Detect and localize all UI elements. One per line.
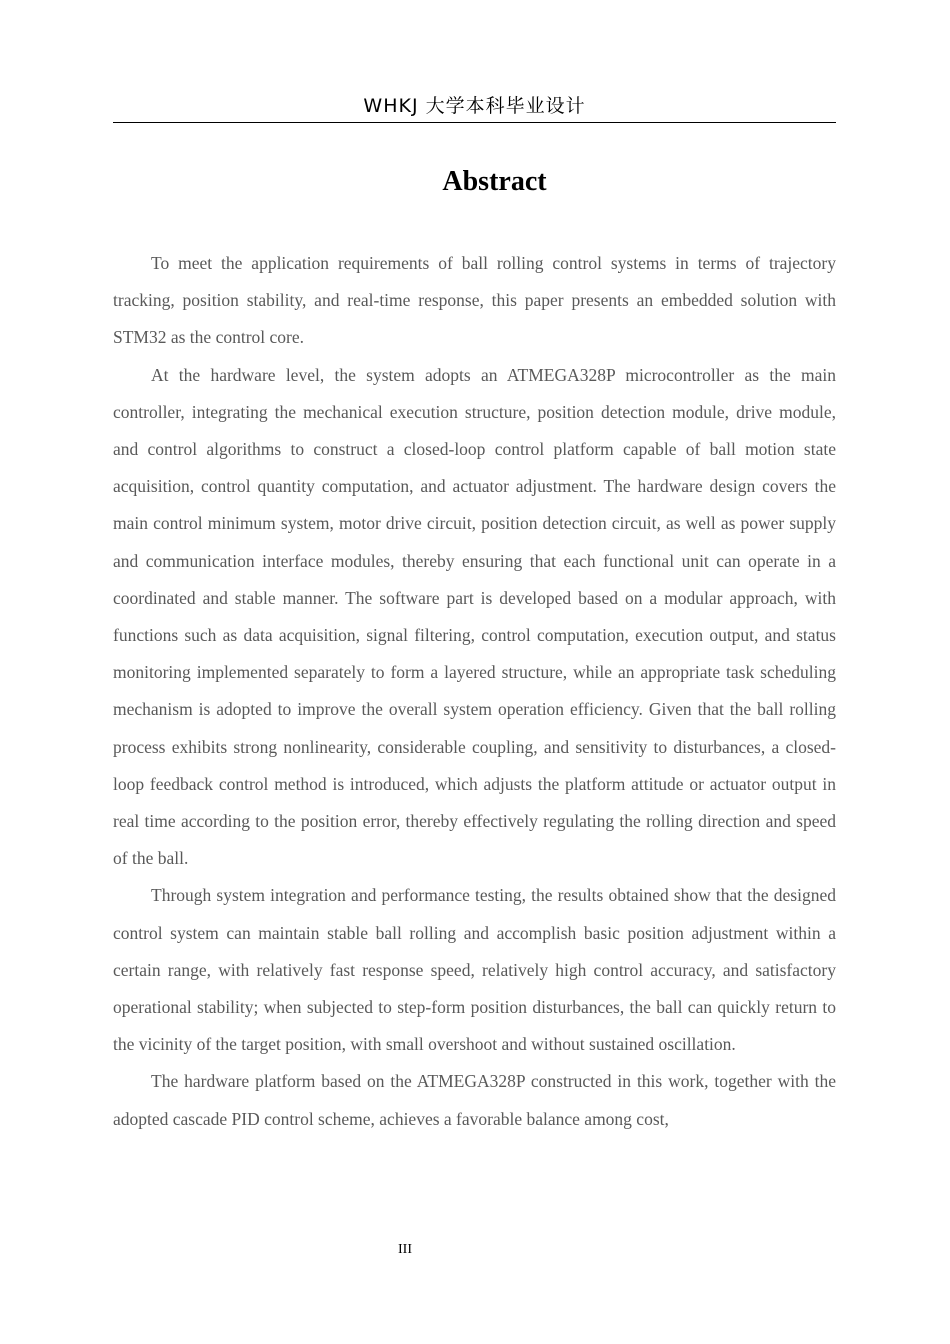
paragraph-4: The hardware platform based on the ATMEGA328P constructed in this work, together with the adopted cascade PID control scheme, achieves a favorable balance among cost, [113,1071,836,1129]
page-number: III [398,1242,412,1257]
paragraph-2: At the hardware level, the system adopts an ATMEGA328P microcontroller as the main controller, integrating the mechanical execution structure, position detection module, drive module, and control algorithms to construct a closed-loop control platform capable of ball motion state acquisition, control quantity computation, and actuator adjustment. The hardware design covers the main control minimum system, motor drive circuit, position detection circuit, as well as power supply and communication interface modules, thereby ensuring that each functional unit can operate in a coordinated and stable manner. The software part is developed based on a modular approach, with functions such as data acquisition, signal filtering, control computation, execution output, and status monitoring implemented separately to form a layered structure, while an appropriate task scheduling mechanism is adopted to improve the overall system operation efficiency. Given that the ball rolling process exhibits strong nonlinearity, considerable coupling, and sensitivity to disturbances, a closed-loop feedback control method is introduced, which adjusts the platform attitude or actuator output in real time according to the position error, thereby effectively regulating the rolling direction and speed of the ball. [113,364,836,869]
abstract-body [113,245,836,1138]
abstract-title: Abstract [442,166,547,197]
paragraph-1: To meet the application requirements of ball rolling control systems in terms of trajectory tracking, position stability, and real-time response, this paper presents an embedded solution with STM32 as the control core. [113,253,836,348]
header-title: WHKJ 大学本科毕业设计 [363,95,586,117]
page-header [113,92,836,123]
paragraph-3: Through system integration and performance testing, the results obtained show that the designed control system can maintain stable ball rolling and accomplish basic position adjustment within a certain range, with relatively fast response speed, relatively high control accuracy, and satisfactory operational stability; when subjected to step-form position disturbances, the ball can quickly return to the vicinity of the target position, with small overshoot and without sustained oscillation. [113,885,836,1055]
